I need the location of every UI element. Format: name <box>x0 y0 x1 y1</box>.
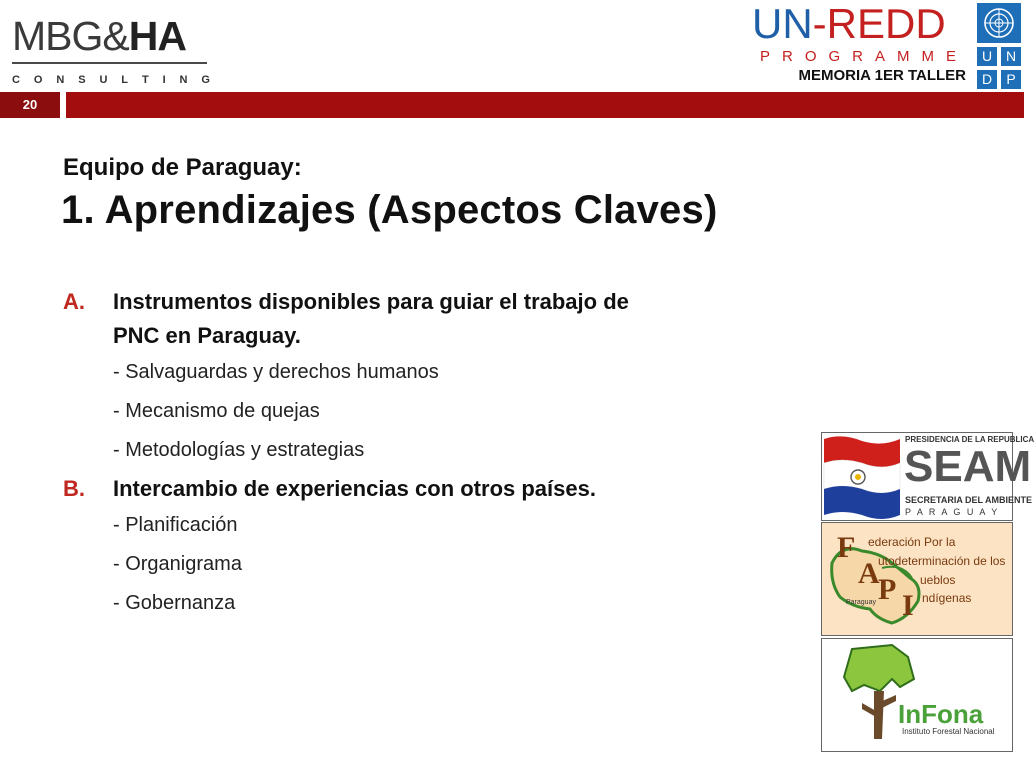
programme-letter: O <box>804 48 817 65</box>
seam-paraguay: P A R A G U A Y <box>905 507 1000 517</box>
consulting-letter: I <box>162 74 166 86</box>
item-text-line: Instrumentos disponibles para guiar el trabajo de <box>113 289 629 314</box>
fapi-map-label: Paraguay <box>846 599 876 606</box>
fapi-text-line: utodeterminación de los <box>878 554 1006 568</box>
undp-cell: D <box>977 70 997 89</box>
undp-cell: N <box>1001 47 1021 66</box>
consulting-letter: S <box>78 74 86 86</box>
seam-logo <box>821 432 1034 521</box>
memoria-label: MEMORIA 1ER TALLER <box>798 67 966 84</box>
programme-letter: R <box>782 48 793 65</box>
fapi-letter: I <box>902 589 914 622</box>
seam-secretaria: SECRETARIA DEL AMBIENTE <box>905 495 1033 505</box>
slide-content <box>63 285 743 623</box>
un-redd-wordmark <box>752 2 968 46</box>
mbg-name-a: MBG& <box>12 13 129 59</box>
seam-name: SEAM <box>904 442 1032 491</box>
mbg-consulting <box>12 74 210 86</box>
sub-item: - Gobernanza <box>113 592 236 614</box>
sub-item: - Salvaguardas y derechos humanos <box>113 361 439 383</box>
redd-text: REDD <box>826 0 946 47</box>
undp-cell: P <box>1001 70 1021 89</box>
header-band <box>66 92 1024 118</box>
item-letter: B. <box>63 476 85 501</box>
fapi-letter: P <box>878 573 897 606</box>
consulting-letter: N <box>56 74 65 86</box>
item-letter: A. <box>63 289 85 314</box>
sub-item: - Organigrama <box>113 553 242 575</box>
programme-letter: G <box>828 48 841 65</box>
fapi-letter: A <box>858 557 880 590</box>
slide-title: 1. Aprendizajes (Aspectos Claves) <box>61 188 718 232</box>
fapi-text-line: ederación Por la <box>868 535 956 549</box>
programme-text <box>760 48 956 65</box>
infona-name: InFona <box>898 699 984 729</box>
programme-letter: E <box>945 48 956 65</box>
consulting-letter: C <box>12 74 20 86</box>
consulting-letter: T <box>141 74 149 86</box>
list-item-a <box>63 285 743 353</box>
undp-cell: U <box>977 47 997 66</box>
infona-logo <box>821 638 1013 752</box>
list-item-b <box>63 472 743 506</box>
item-text-line: Intercambio de experiencias con otros países. <box>113 476 596 501</box>
item-text-line: PNC en Paraguay. <box>113 323 301 348</box>
un-emblem-icon <box>977 3 1021 43</box>
slide-subtitle: Equipo de Paraguay: <box>63 154 302 181</box>
consulting-letter: O <box>33 74 43 86</box>
fapi-letter: F <box>837 531 856 564</box>
sub-item: - Mecanismo de quejas <box>113 400 320 422</box>
consulting-letter: L <box>121 74 129 86</box>
un-redd-dash: - <box>812 0 827 47</box>
consulting-letter: N <box>179 74 188 86</box>
fapi-text-line: ueblos <box>920 573 956 587</box>
programme-letter: M <box>896 48 910 65</box>
fapi-logo <box>821 522 1013 636</box>
undp-cells <box>977 47 1021 89</box>
programme-letter: R <box>852 48 863 65</box>
un-text: UN <box>752 0 813 47</box>
programme-letter: M <box>921 48 934 65</box>
un-redd-logo <box>752 2 968 92</box>
fapi-text-line: ndígenas <box>922 591 972 605</box>
consulting-letter: U <box>99 74 108 86</box>
slide-number: 20 <box>0 92 60 118</box>
mbg-name-b: HA <box>128 13 186 59</box>
seam-presidencia: PRESIDENCIA DE LA REPUBLICA <box>905 435 1034 444</box>
programme-letter: A <box>874 48 885 65</box>
consulting-letter: G <box>201 74 210 86</box>
sub-item: - Planificación <box>113 514 238 536</box>
infona-subtitle: Instituto Forestal Nacional <box>902 727 995 736</box>
programme-letter: P <box>760 48 771 65</box>
mbg-ha-logo <box>12 14 212 84</box>
mbg-ha-wordmark <box>12 14 212 58</box>
undp-logo <box>977 3 1021 89</box>
mbg-rule <box>12 62 207 64</box>
sub-item: - Metodologías y estrategias <box>113 439 365 461</box>
